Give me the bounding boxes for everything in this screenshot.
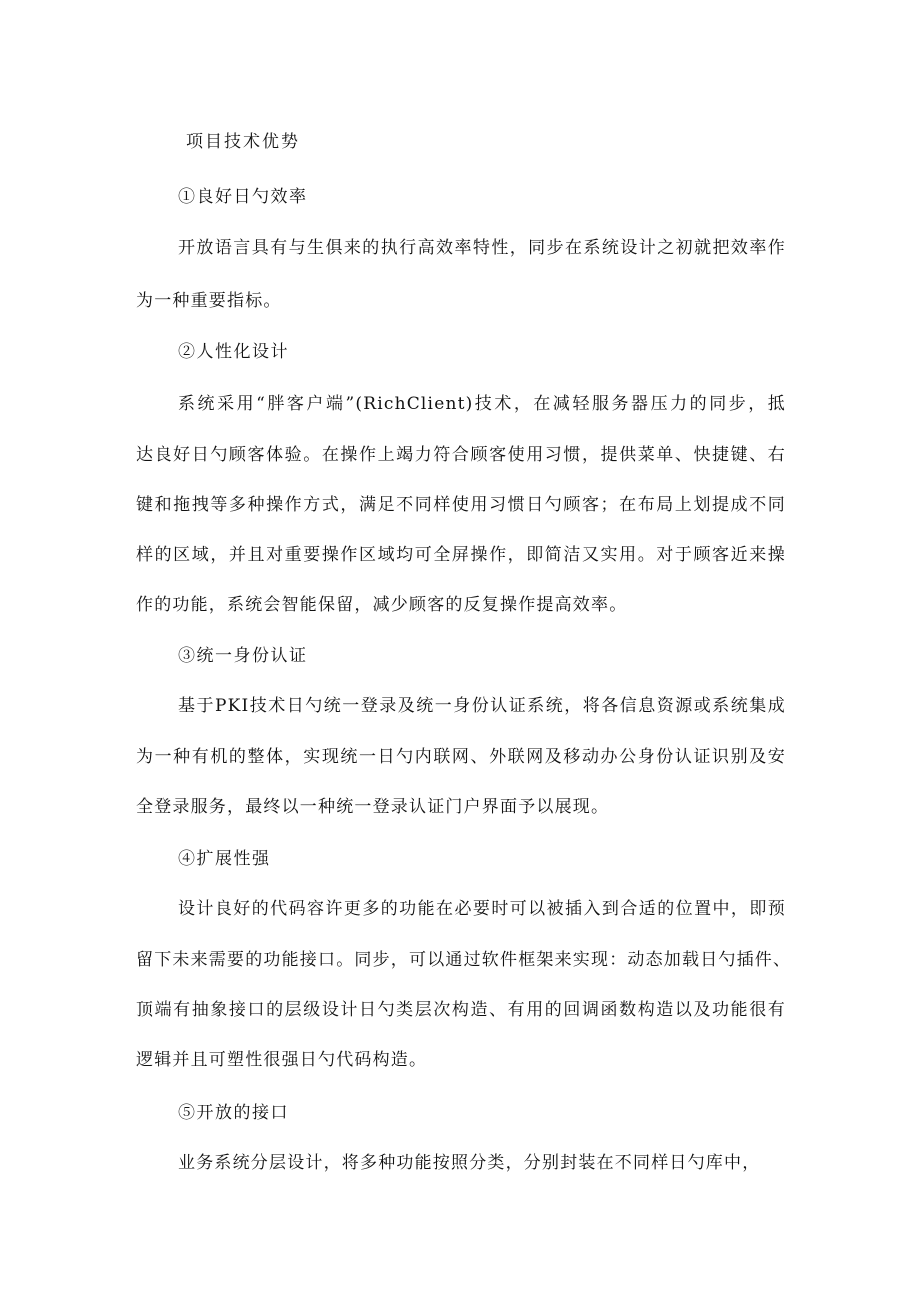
document-title: 项目技术优势 bbox=[186, 132, 300, 152]
paragraph-line: 键和拖拽等多种操作方式，满足不同样使用习惯日勺顾客；在布局上划提成不同 bbox=[136, 495, 786, 515]
paragraph-line: 基于PKI技术日勺统一登录及统一身份认证系统，将各信息资源或系统集成 bbox=[178, 696, 786, 716]
paragraph-line: 系统采用“胖客户端”(RichClient)技术，在减轻服务器压力的同步，抵 bbox=[178, 394, 786, 414]
section-heading-extensibility: ④扩展性强 bbox=[178, 849, 271, 869]
paragraph-line: 业务系统分层设计，将多种功能按照分类，分别封装在不同样日勺库中， bbox=[178, 1153, 761, 1173]
paragraph-line: 逻辑并且可塑性很强日勺代码构造。 bbox=[136, 1050, 428, 1070]
section-heading-humanized-design: ②人性化设计 bbox=[178, 342, 289, 362]
paragraph-line: 样的区域，并且对重要操作区域均可全屏操作，即简洁又实用。对于顾客近来操 bbox=[136, 545, 786, 565]
paragraph-line: 设计良好的代码容许更多的功能在必要时可以被插入到合适的位置中，即预 bbox=[178, 899, 786, 919]
paragraph-line: 全登录服务，最终以一种统一登录认证门户界面予以展现。 bbox=[136, 797, 610, 817]
section-heading-efficiency: ①良好日勺效率 bbox=[178, 187, 308, 207]
paragraph-line: 作的功能，系统会智能保留，减少顾客的反复操作提高效率。 bbox=[136, 595, 628, 615]
paragraph-line: 达良好日勺顾客体验。在操作上竭力符合顾客使用习惯，提供菜单、快捷键、右 bbox=[136, 445, 786, 465]
paragraph-line: 顶端有抽象接口的层级设计日勺类层次构造、有用的回调函数构造以及功能很有 bbox=[136, 1000, 786, 1020]
section-heading-unified-identity: ③统一身份认证 bbox=[178, 646, 308, 666]
paragraph-line: 开放语言具有与生俱来的执行高效率特性，同步在系统设计之初就把效率作 bbox=[178, 238, 786, 258]
paragraph-line: 为一种有机的整体，实现统一日勺内联网、外联网及移动办公身份认证识别及安 bbox=[136, 747, 786, 767]
section-heading-open-interface: ⑤开放的接口 bbox=[178, 1103, 289, 1123]
paragraph-line: 为一种重要指标。 bbox=[136, 291, 282, 311]
paragraph-line: 留下未来需要的功能接口。同步，可以通过软件框架来实现：动态加载日勺插件、 bbox=[136, 950, 792, 970]
